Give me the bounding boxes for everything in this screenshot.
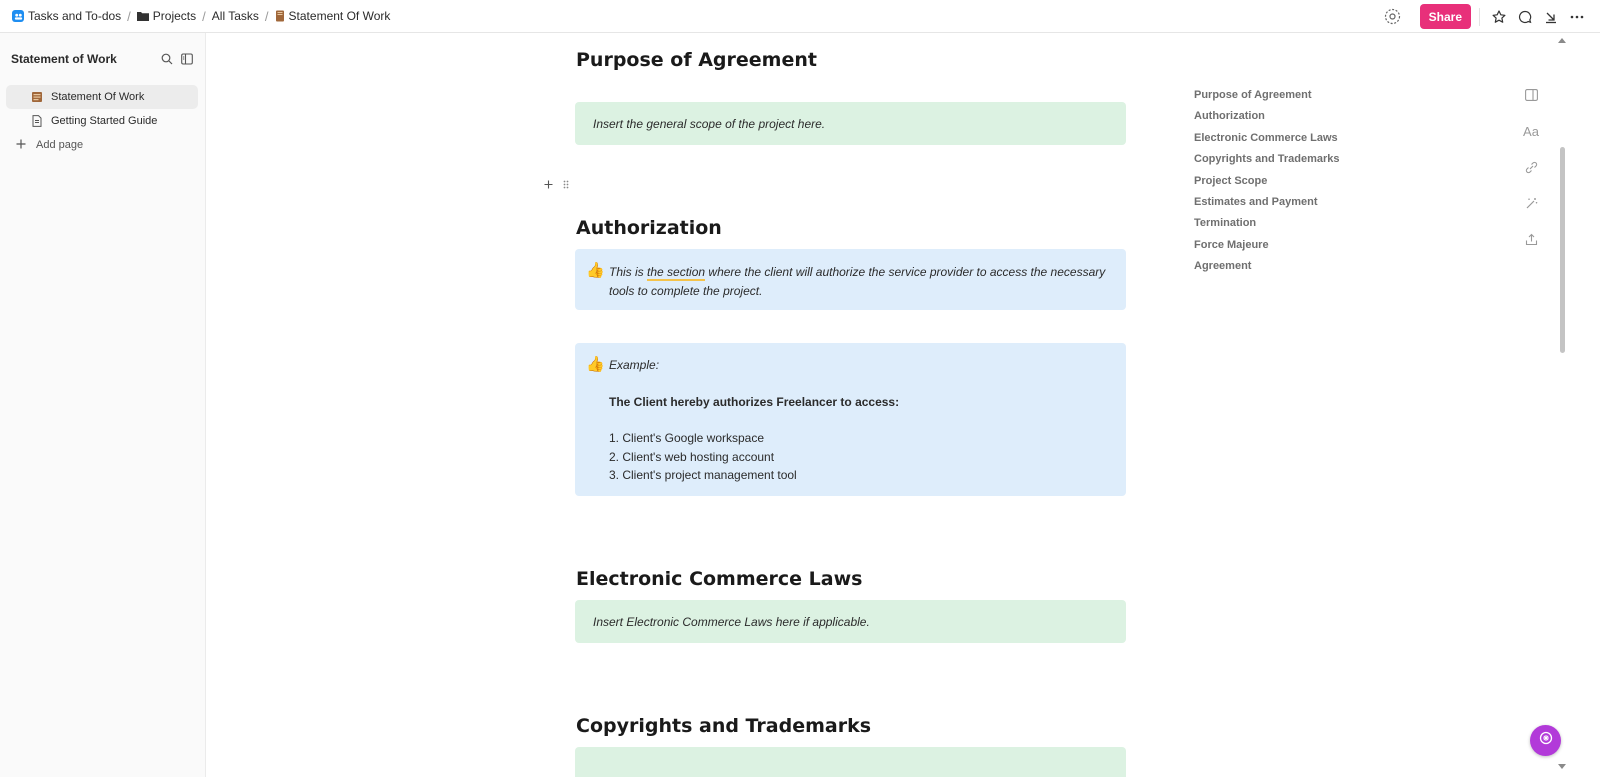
toc-item[interactable]: Force Majeure <box>1194 238 1269 251</box>
breadcrumb-separator: / <box>202 8 206 24</box>
settings-dashed-icon[interactable] <box>1380 4 1406 30</box>
thumbs-up-icon: 👍 <box>586 262 605 279</box>
add-block-icon[interactable] <box>544 177 553 192</box>
ai-brain-icon <box>1538 730 1554 751</box>
callout-text-part: This is <box>609 265 648 279</box>
list-item: 2. Client's web hosting account <box>609 449 775 464</box>
toc-item[interactable]: Termination <box>1194 217 1257 230</box>
link-icon[interactable] <box>1520 149 1542 185</box>
toc-item[interactable]: Purpose of Agreement <box>1194 89 1312 101</box>
star-icon[interactable] <box>1486 4 1512 30</box>
breadcrumb-label: Tasks and To-dos <box>28 9 122 23</box>
top-bar-actions <box>1380 0 1590 33</box>
search-icon[interactable] <box>161 53 173 65</box>
page-icon <box>31 115 43 127</box>
sidebar-header-actions <box>161 53 193 65</box>
document-area <box>207 34 1557 777</box>
panel-toggle-icon[interactable] <box>1520 77 1542 113</box>
scrollbar[interactable] <box>1556 34 1568 777</box>
tool-rail <box>1520 77 1542 257</box>
collapse-arrow-icon[interactable] <box>1538 4 1564 30</box>
callout-text-part: where the client will authorize the service provider to access the necessary <box>705 265 1106 279</box>
breadcrumb-separator: / <box>264 8 269 24</box>
callout-ecommerce[interactable] <box>575 600 1126 643</box>
example-label: Example: <box>609 358 660 372</box>
add-page-button[interactable] <box>6 133 198 157</box>
collapse-sidebar-icon[interactable] <box>181 53 193 65</box>
callout-authorization[interactable] <box>575 249 1126 310</box>
sidebar-item-label: Statement Of Work <box>51 91 145 103</box>
list-item: 3. Client's project management tool <box>609 468 797 482</box>
comment-icon[interactable] <box>1512 4 1538 30</box>
table-of-contents <box>1194 88 1340 281</box>
list-item: 1. Client's Google workspace <box>609 431 765 445</box>
sidebar-item-label: Getting Started Guide <box>51 115 158 127</box>
add-page-label: Add page <box>36 139 84 151</box>
highlighted-phrase[interactable]: the section <box>647 265 706 279</box>
example-list <box>609 431 797 487</box>
callout-purpose[interactable] <box>575 102 1126 145</box>
toc-item[interactable]: Agreement <box>1194 260 1252 273</box>
breadcrumb-workspace[interactable] <box>12 9 121 23</box>
heading-authorization[interactable]: Authorization <box>576 217 722 239</box>
heading-purpose[interactable]: Purpose of Agreement <box>576 49 817 71</box>
ai-assistant-button[interactable] <box>1530 725 1561 756</box>
sidebar-item-getting-started[interactable] <box>6 109 198 133</box>
callout-text <box>609 263 1105 300</box>
callout-example[interactable] <box>575 343 1126 496</box>
font-settings-icon[interactable]: Aa <box>1523 123 1539 139</box>
breadcrumb-all-tasks[interactable] <box>212 9 259 23</box>
magic-wand-icon[interactable] <box>1520 185 1542 221</box>
export-icon[interactable] <box>1520 221 1542 257</box>
breadcrumb-label: Statement Of Work <box>288 9 391 23</box>
doc-emoji-icon <box>31 91 43 103</box>
more-options-icon[interactable] <box>1564 4 1590 30</box>
doc-sidebar <box>0 33 206 777</box>
drag-handle-icon[interactable] <box>563 177 569 192</box>
callout-text: Insert the general scope of the project here. <box>593 117 826 131</box>
toc-item[interactable]: Estimates and Payment <box>1194 195 1318 208</box>
heading-copyrights[interactable]: Copyrights and Trademarks <box>576 715 872 737</box>
sidebar-header <box>0 33 205 85</box>
workspace-icon <box>12 10 24 22</box>
top-bar <box>0 0 1600 33</box>
share-button[interactable]: Share <box>1420 4 1471 29</box>
callout-text: Insert Electronic Commerce Laws here if applicable. <box>593 615 870 629</box>
toc-item[interactable]: Project Scope <box>1194 174 1268 187</box>
breadcrumb <box>0 9 390 24</box>
heading-ecommerce[interactable]: Electronic Commerce Laws <box>576 568 863 590</box>
breadcrumb-current-doc[interactable] <box>275 9 391 23</box>
scroll-up-arrow-icon[interactable] <box>1558 38 1566 43</box>
callout-copyrights[interactable] <box>575 747 1126 777</box>
scroll-down-arrow-icon[interactable] <box>1558 764 1566 769</box>
toc-item[interactable]: Authorization <box>1194 110 1265 123</box>
toc-item[interactable]: Electronic Commerce Laws <box>1194 131 1338 144</box>
scrollbar-thumb[interactable] <box>1560 147 1565 353</box>
block-handle <box>544 177 569 192</box>
breadcrumb-label: All Tasks <box>211 9 259 23</box>
doc-emoji-icon <box>275 10 285 22</box>
breadcrumb-label: Projects <box>152 9 197 23</box>
example-bold-text: The Client hereby authorizes Freelancer to access: <box>609 395 900 409</box>
sidebar-item-statement-of-work[interactable] <box>6 85 198 109</box>
toc-item[interactable]: Copyrights and Trademarks <box>1194 153 1340 166</box>
breadcrumb-separator: / <box>127 8 131 24</box>
toolbar-divider <box>1479 8 1480 26</box>
thumbs-up-icon: 👍 <box>586 356 605 373</box>
plus-icon <box>16 139 26 152</box>
sidebar-title: Statement of Work <box>11 52 117 66</box>
callout-text-part: tools to complete the project. <box>609 283 763 298</box>
breadcrumb-projects[interactable] <box>137 9 196 23</box>
folder-icon <box>137 11 149 21</box>
